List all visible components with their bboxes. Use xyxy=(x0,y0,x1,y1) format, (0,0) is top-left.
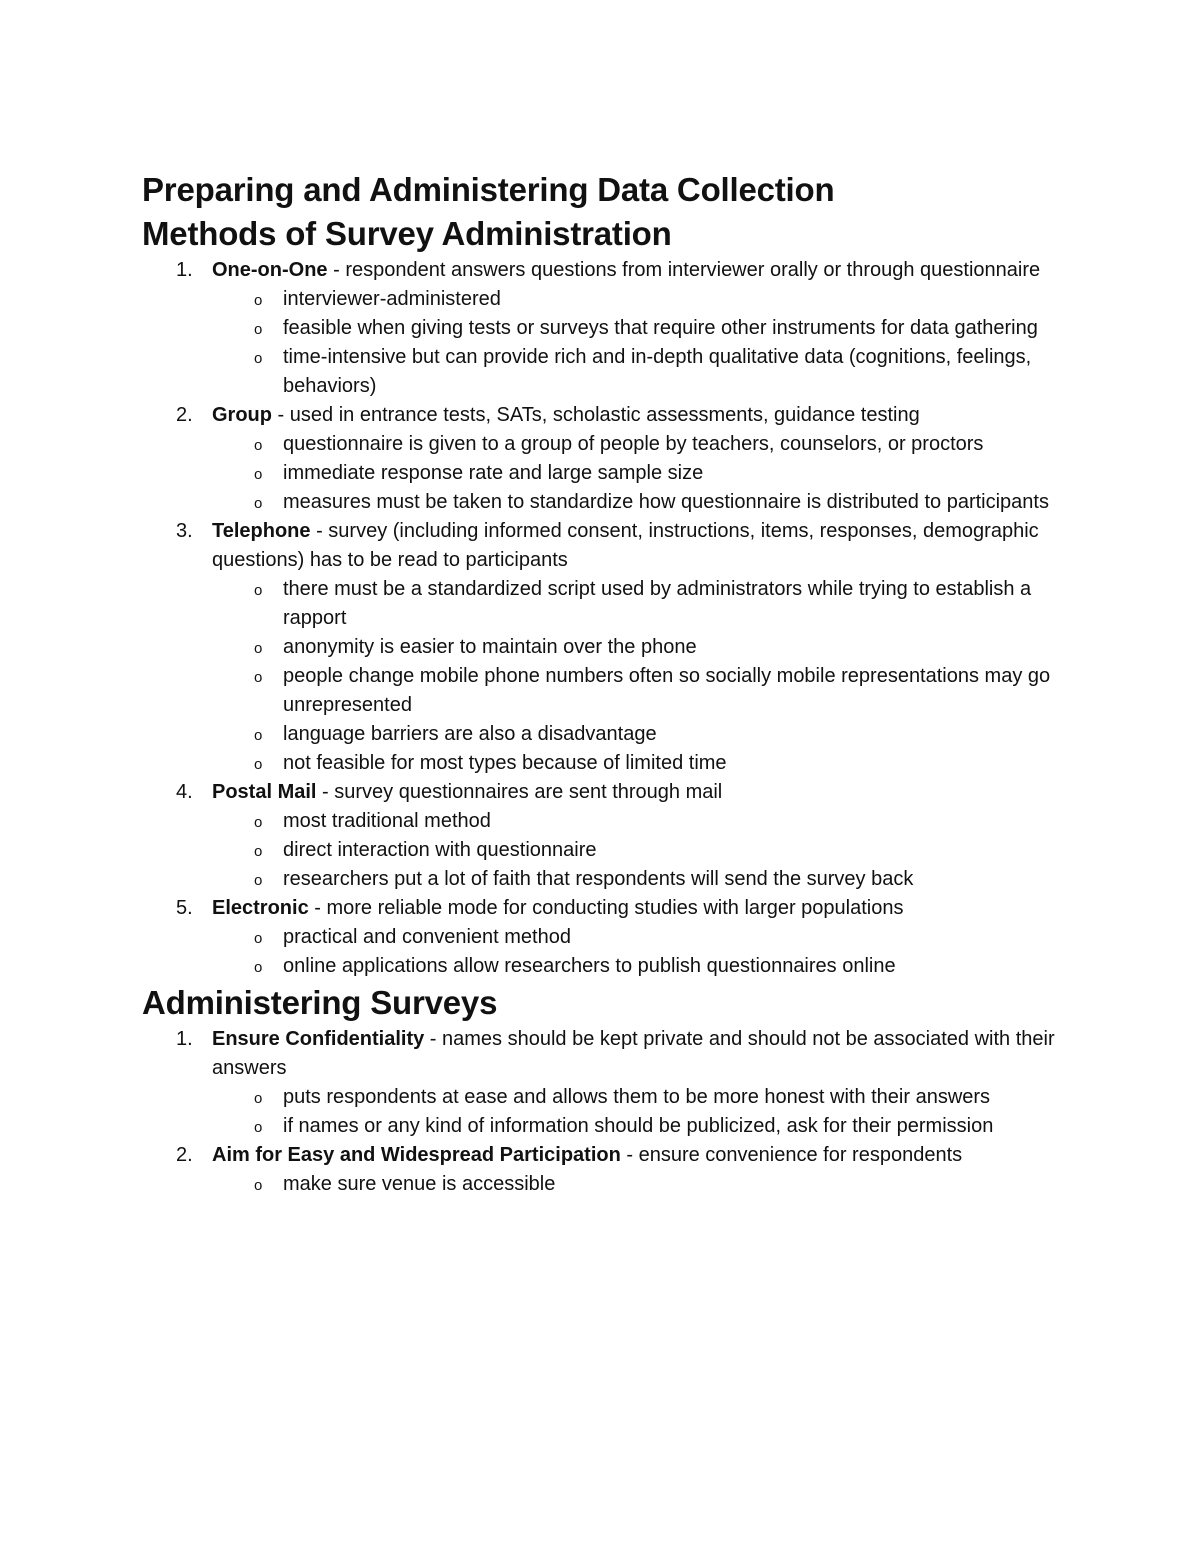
sub-item: o researchers put a lot of faith that respondents will send the survey back xyxy=(212,865,1080,894)
circle-bullet-icon: o xyxy=(254,843,263,860)
sub-item: o questionnaire is given to a group of people by teachers, counselors, or proctors xyxy=(212,430,1080,459)
item-description: - survey questionnaires are sent through mail xyxy=(316,781,723,803)
item-number: 1. xyxy=(176,1028,193,1050)
item-number: 1. xyxy=(176,259,193,281)
circle-bullet-icon: o xyxy=(254,872,263,889)
sub-item: o most traditional method xyxy=(212,807,1080,836)
item-description: - more reliable mode for conducting studies with larger populations xyxy=(308,897,904,919)
item-description: - ensure convenience for respondents xyxy=(620,1144,963,1166)
circle-bullet-icon: o xyxy=(254,669,263,686)
section-heading-administering: Administering Surveys xyxy=(142,984,498,1021)
methods-list xyxy=(142,256,1080,981)
item-number: 4. xyxy=(176,781,193,803)
list-item xyxy=(142,1025,1080,1141)
sub-item: o language barriers are also a disadvantage xyxy=(212,720,1080,749)
circle-bullet-icon: o xyxy=(254,727,263,744)
item-term: Group xyxy=(212,404,272,426)
sub-item: o feasible when giving tests or surveys that require other instruments for data gathering xyxy=(212,314,1080,343)
circle-bullet-icon: o xyxy=(254,437,263,454)
item-description: - names should be kept private and should not be associated with their answers xyxy=(212,1028,1055,1079)
sub-list xyxy=(212,575,1080,778)
sub-list xyxy=(212,807,1080,894)
item-number: 5. xyxy=(176,897,193,919)
document-title: Preparing and Administering Data Collection xyxy=(142,171,835,208)
circle-bullet-icon: o xyxy=(254,466,263,483)
sub-item: o there must be a standardized script used by administrators while trying to establish a rapport xyxy=(254,578,1032,629)
circle-bullet-icon: o xyxy=(254,814,263,831)
item-description: - respondent answers questions from interviewer orally or through questionnaire xyxy=(327,259,1041,281)
sub-item: o people change mobile phone numbers often so socially mobile representations may go unrepresented xyxy=(254,665,1051,716)
sub-item: o direct interaction with questionnaire xyxy=(212,836,1080,865)
item-number: 2. xyxy=(176,404,193,426)
list-item xyxy=(142,517,1080,778)
list-item xyxy=(142,1141,1080,1199)
circle-bullet-icon: o xyxy=(254,495,263,512)
circle-bullet-icon: o xyxy=(254,350,263,367)
sub-item: o immediate response rate and large sample size xyxy=(212,459,1080,488)
sub-item: o make sure venue is accessible xyxy=(212,1170,1080,1199)
list-item xyxy=(142,256,1080,401)
sub-list xyxy=(212,285,1080,401)
item-number: 3. xyxy=(176,520,193,542)
sub-list xyxy=(212,430,1080,517)
sub-list xyxy=(212,923,1080,981)
sub-item: o puts respondents at ease and allows them to be more honest with their answers xyxy=(212,1083,1080,1112)
item-description: - survey (including informed consent, instructions, items, responses, demographic questions) has to be read to participants xyxy=(212,520,1039,571)
circle-bullet-icon: o xyxy=(254,930,263,947)
circle-bullet-icon: o xyxy=(254,1090,263,1107)
circle-bullet-icon: o xyxy=(254,756,263,773)
item-term: Telephone xyxy=(212,520,311,542)
item-term: Aim for Easy and Widespread Participation xyxy=(212,1144,621,1166)
sub-item: o not feasible for most types because of limited time xyxy=(212,749,1080,778)
item-description: - used in entrance tests, SATs, scholastic assessments, guidance testing xyxy=(272,404,920,426)
list-item xyxy=(142,894,1080,981)
circle-bullet-icon: o xyxy=(254,582,263,599)
list-item xyxy=(142,778,1080,894)
sub-item: o online applications allow researchers to publish questionnaires online xyxy=(212,952,1080,981)
item-term: Ensure Confidentiality xyxy=(212,1028,425,1050)
sub-item: o interviewer-administered xyxy=(212,285,1080,314)
circle-bullet-icon: o xyxy=(254,640,263,657)
sub-item: o practical and convenient method xyxy=(212,923,1080,952)
item-term: One-on-One xyxy=(212,259,328,281)
sub-item: o if names or any kind of information should be publicized, ask for their permission xyxy=(212,1112,1080,1141)
section-heading-methods: Methods of Survey Administration xyxy=(142,215,672,252)
sub-item: o time-intensive but can provide rich and in-depth qualitative data (cognitions, feelings, behaviors) xyxy=(254,346,1032,397)
item-term: Postal Mail xyxy=(212,781,317,803)
item-number: 2. xyxy=(176,1144,193,1166)
sub-item: o anonymity is easier to maintain over the phone xyxy=(212,633,1080,662)
circle-bullet-icon: o xyxy=(254,959,263,976)
sub-list xyxy=(212,1170,1080,1199)
circle-bullet-icon: o xyxy=(254,321,263,338)
circle-bullet-icon: o xyxy=(254,1177,263,1194)
circle-bullet-icon: o xyxy=(254,1119,263,1136)
sub-item: o measures must be taken to standardize how questionnaire is distributed to participants xyxy=(212,488,1080,517)
list-item xyxy=(142,401,1080,517)
administering-list xyxy=(142,1025,1080,1199)
circle-bullet-icon: o xyxy=(254,292,263,309)
item-term: Electronic xyxy=(212,897,309,919)
sub-list xyxy=(212,1083,1080,1141)
